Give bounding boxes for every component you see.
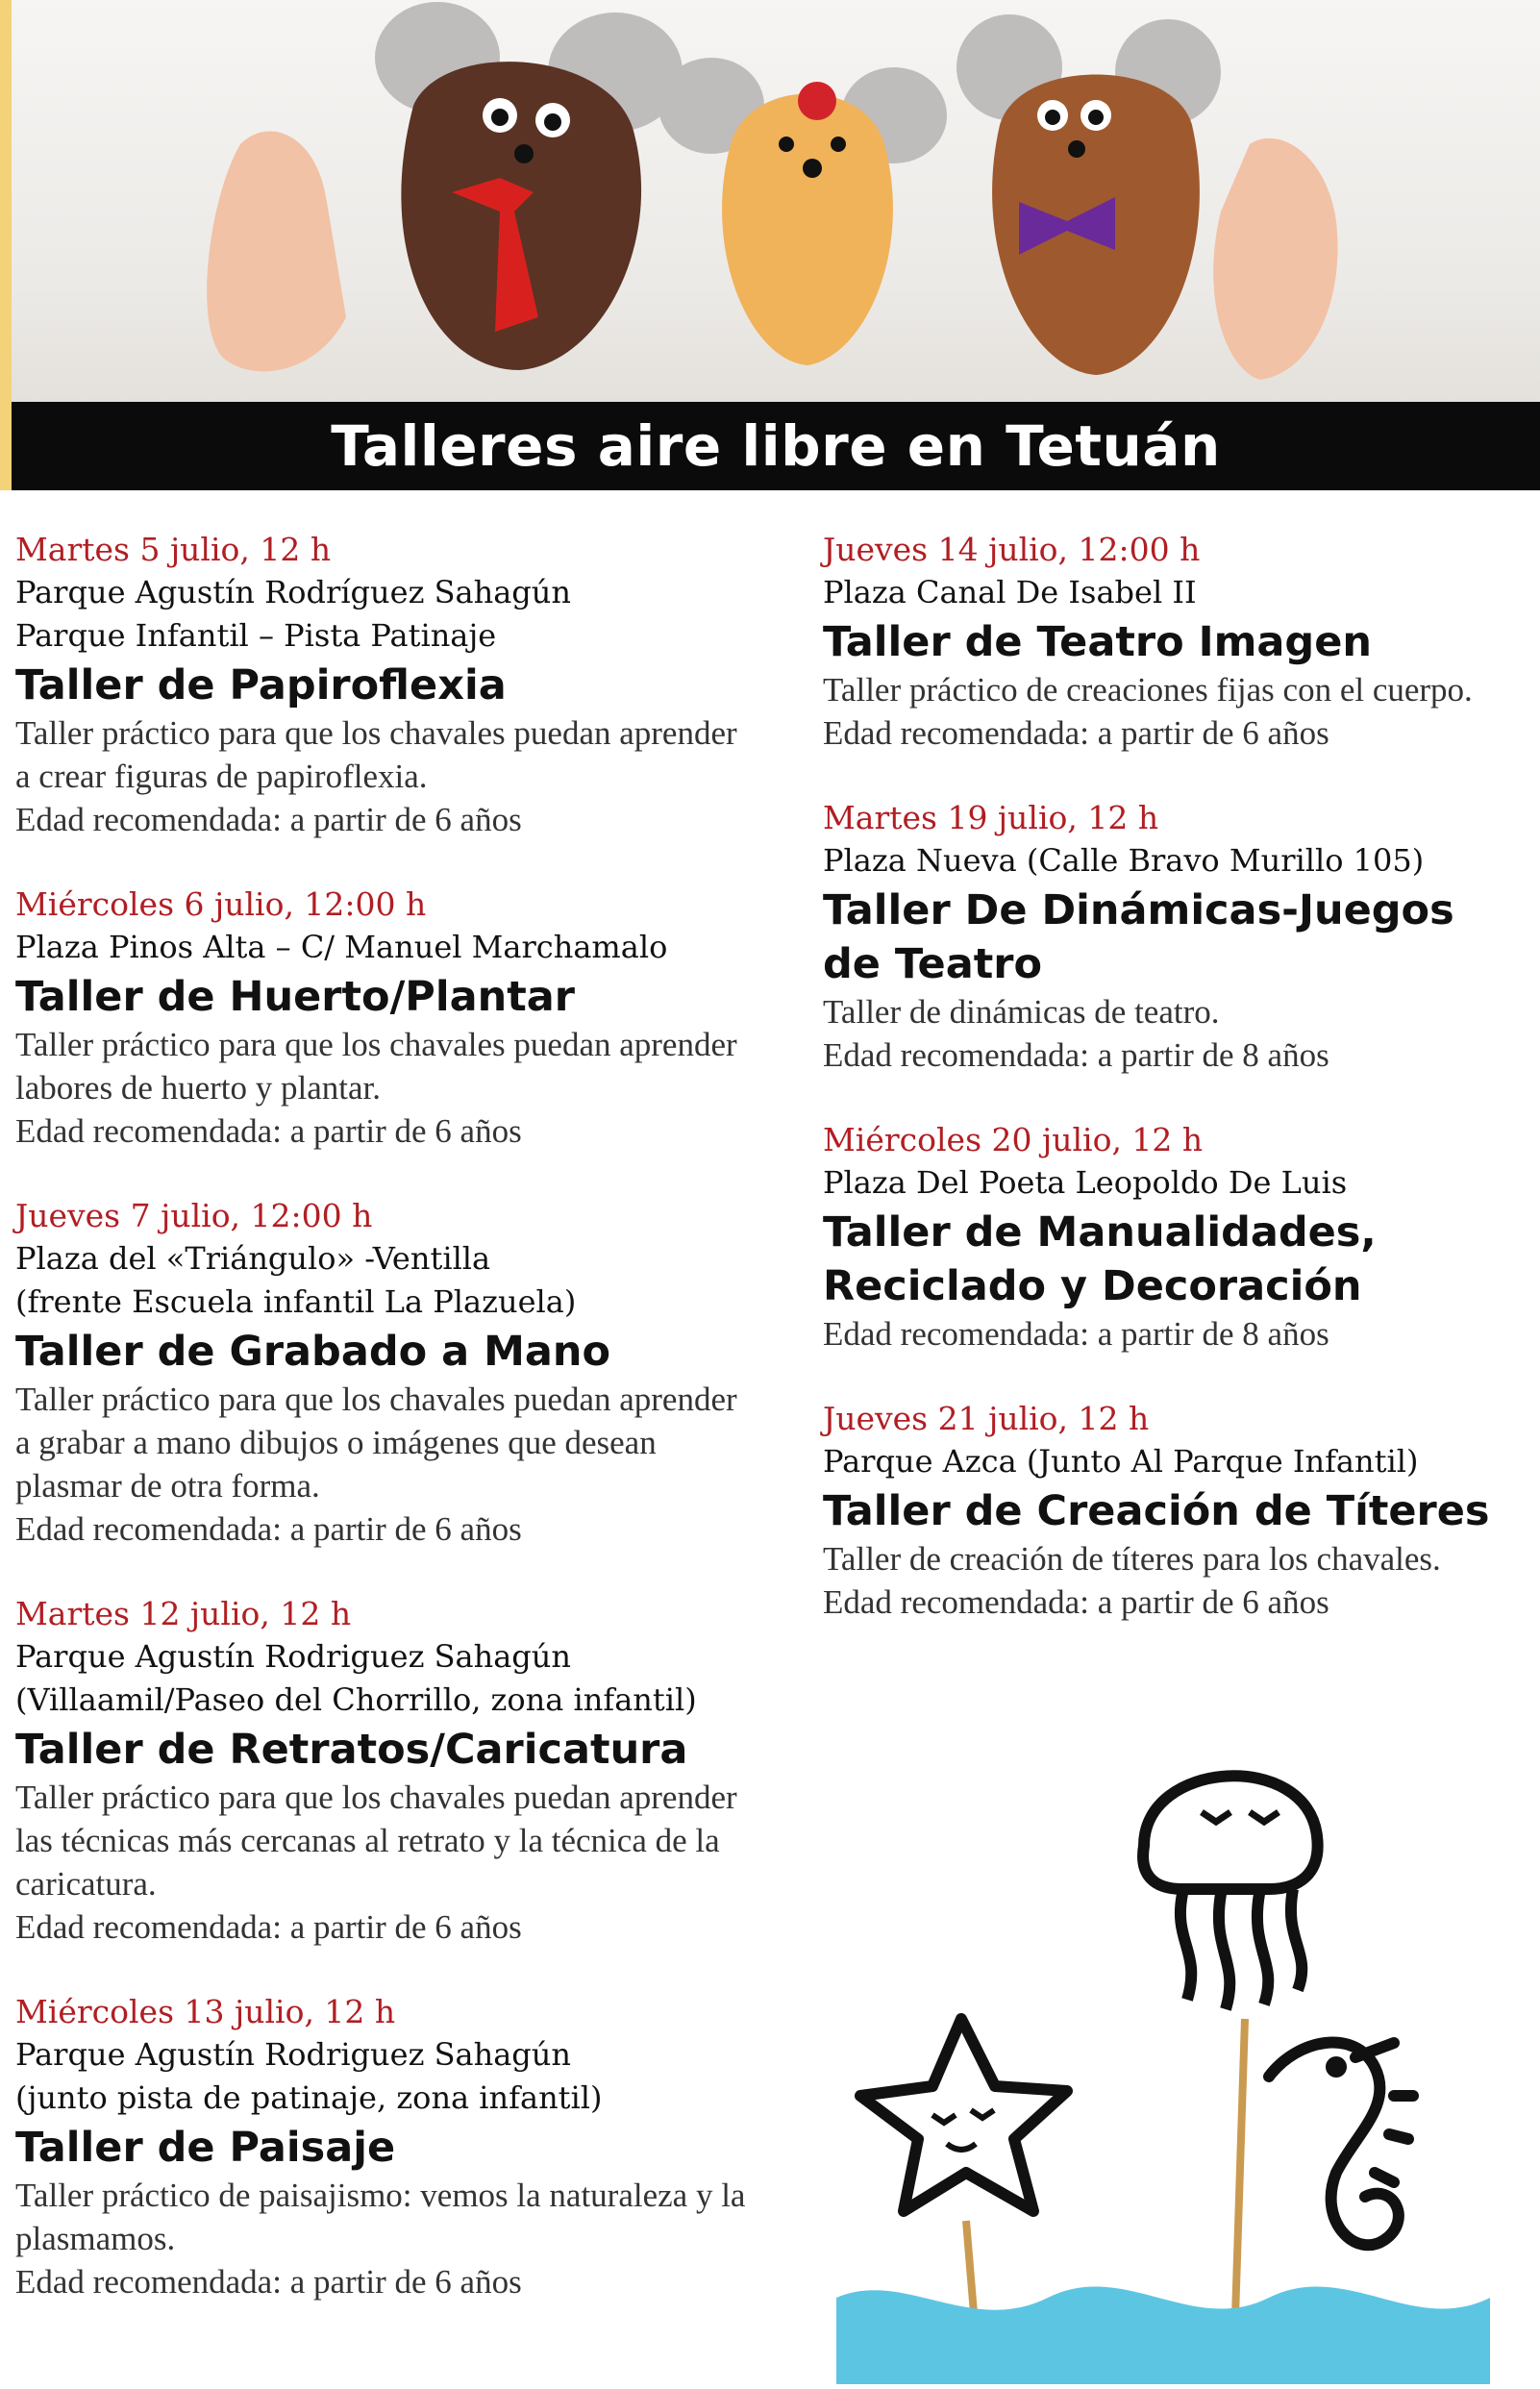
event-description: Taller práctico para que los chavales puedan aprender a grabar a mano dibujos o imágenes que desean plasmar de otra forma. (15, 1381, 737, 1505)
event-location: (frente Escuela infantil La Plazuela) (15, 1283, 577, 1320)
event-location: Parque Azca (Junto Al Parque Infantil) (823, 1443, 1419, 1480)
right-column (823, 529, 1525, 1666)
event-date: Martes 5 julio, 12 h (15, 531, 332, 568)
event-description: Edad recomendada: a partir de 8 años (823, 1036, 1329, 1074)
event-description: Edad recomendada: a partir de 6 años (823, 714, 1329, 752)
event-description: Taller práctico de creaciones fijas con el cuerpo. (823, 671, 1473, 709)
event-description: Taller de creación de títeres para los chavales. (823, 1540, 1441, 1578)
event-date: Miércoles 20 julio, 12 h (823, 1121, 1204, 1158)
event-title: Taller de Huerto/Plantar (15, 973, 575, 1021)
event-location: Plaza Canal De Isabel II (823, 574, 1197, 610)
event-title: Taller De Dinámicas-Juegos (823, 886, 1454, 934)
event-block (15, 1195, 746, 1551)
event-title: Taller de Papiroflexia (15, 661, 507, 709)
event-date: Miércoles 13 julio, 12 h (15, 1993, 396, 2030)
jellyfish-puppet (1143, 1776, 1318, 2009)
accent-stripe (0, 0, 12, 490)
starfish-puppet (860, 2019, 1067, 2211)
event-description: Edad recomendada: a partir de 6 años (15, 2263, 522, 2301)
mouse-middle (658, 58, 947, 365)
event-location: (Villaamil/Paseo del Chorrillo, zona infantil) (15, 1681, 697, 1718)
event-description: Edad recomendada: a partir de 6 años (15, 801, 522, 838)
event-location: Plaza Pinos Alta – C/ Manuel Marchamalo (15, 929, 668, 965)
event-block (823, 529, 1525, 755)
water-wave (836, 2286, 1490, 2384)
hand-left (207, 132, 346, 372)
event-title: Taller de Teatro Imagen (823, 618, 1372, 666)
event-location: Plaza Del Poeta Leopoldo De Luis (823, 1164, 1348, 1201)
event-description: Edad recomendada: a partir de 6 años (15, 1112, 522, 1150)
event-block (15, 1991, 746, 2303)
event-description: Taller de dinámicas de teatro. (823, 993, 1220, 1031)
event-location: (junto pista de patinaje, zona infantil) (15, 2079, 603, 2116)
event-date: Jueves 14 julio, 12:00 h (823, 531, 1201, 568)
event-location: Plaza Nueva (Calle Bravo Murillo 105) (823, 842, 1425, 879)
event-description: Taller práctico de paisajismo: vemos la naturaleza y la plasmamos. (15, 2177, 746, 2257)
seahorse-puppet (1269, 2043, 1413, 2246)
event-date: Jueves 21 julio, 12 h (823, 1400, 1150, 1437)
event-block (15, 529, 746, 841)
event-title: de Teatro (823, 940, 1043, 988)
event-date: Jueves 7 julio, 12:00 h (15, 1197, 373, 1234)
page-title: Talleres aire libre en Tetuán (331, 413, 1221, 479)
event-date: Martes 12 julio, 12 h (15, 1595, 352, 1632)
event-description: Taller práctico para que los chavales puedan aprender a crear figuras de papiroflexia. (15, 714, 737, 795)
event-title: Reciclado y Decoración (823, 1262, 1362, 1310)
event-block (823, 1119, 1525, 1356)
header-photo (0, 0, 1540, 402)
event-title: Taller de Creación de Títeres (823, 1487, 1490, 1535)
felt-mice-illustration (0, 0, 1540, 402)
event-description: Edad recomendada: a partir de 6 años (15, 1908, 522, 1946)
stick (1235, 2019, 1245, 2317)
title-banner (12, 402, 1540, 490)
event-title: Taller de Manualidades, (823, 1208, 1377, 1257)
event-description: Taller práctico para que los chavales puedan aprender labores de huerto y plantar. (15, 1026, 737, 1107)
event-title: Taller de Grabado a Mano (15, 1328, 611, 1376)
mouse-left (375, 2, 683, 370)
event-block (15, 1593, 746, 1949)
event-block (15, 883, 746, 1153)
left-column (15, 529, 746, 2346)
event-block (823, 797, 1525, 1077)
mouse-right (956, 14, 1221, 375)
event-description: Edad recomendada: a partir de 8 años (823, 1315, 1329, 1353)
event-location: Parque Infantil – Pista Patinaje (15, 617, 497, 654)
event-description: Taller práctico para que los chavales puedan aprender las técnicas más cercanas al retrato y la técnica de la caricatura. (15, 1779, 737, 1903)
event-date: Martes 19 julio, 12 h (823, 799, 1159, 836)
sea-puppets-illustration (817, 1721, 1540, 2384)
event-description: Edad recomendada: a partir de 6 años (15, 1510, 522, 1548)
event-location: Parque Agustín Rodriguez Sahagún (15, 1638, 571, 1675)
event-location: Parque Agustín Rodriguez Sahagún (15, 2036, 571, 2073)
event-date: Miércoles 6 julio, 12:00 h (15, 885, 427, 923)
event-description: Edad recomendada: a partir de 6 años (823, 1583, 1329, 1621)
event-title: Taller de Paisaje (15, 2124, 396, 2172)
event-title: Taller de Retratos/Caricatura (15, 1726, 688, 1774)
event-location: Plaza del «Triángulo» -Ventilla (15, 1240, 491, 1277)
event-location: Parque Agustín Rodríguez Sahagún (15, 574, 571, 610)
event-block (823, 1398, 1525, 1624)
hand-right (1213, 138, 1337, 380)
